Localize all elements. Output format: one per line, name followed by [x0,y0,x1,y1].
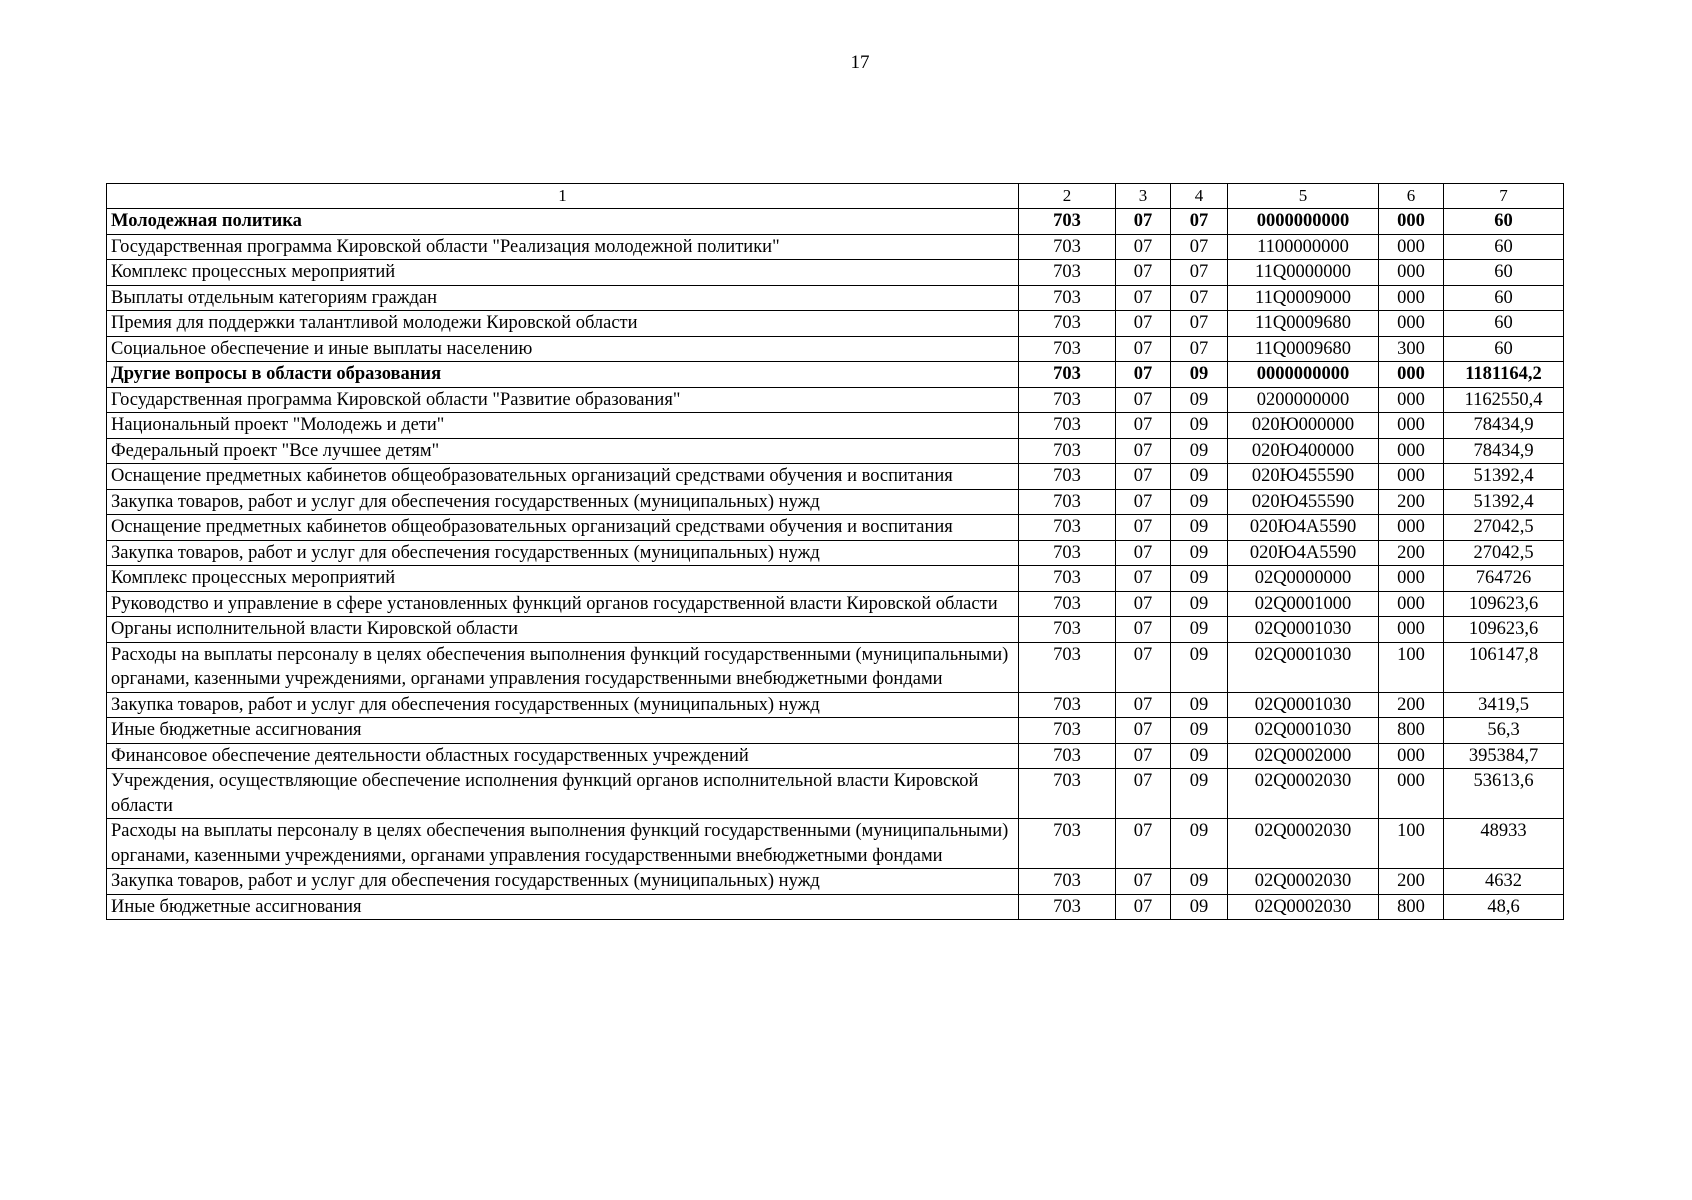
cell-col-6: 000 [1379,209,1444,235]
cell-col-3: 07 [1116,489,1171,515]
cell-col-4: 09 [1171,617,1228,643]
cell-col-3: 07 [1116,362,1171,388]
cell-name: Государственная программа Кировской области "Реализация молодежной политики" [107,234,1019,260]
table-row [107,743,1564,769]
cell-col-3: 07 [1116,819,1171,869]
table-row [107,894,1564,920]
cell-col-2: 703 [1019,285,1116,311]
cell-col-5: 02Q0000000 [1228,566,1379,592]
cell-amount: 60 [1444,234,1564,260]
cell-col-4: 09 [1171,718,1228,744]
cell-col-4: 09 [1171,769,1228,819]
cell-col-4: 09 [1171,540,1228,566]
cell-col-6: 000 [1379,387,1444,413]
table-row [107,692,1564,718]
cell-col-2: 703 [1019,692,1116,718]
cell-col-6: 200 [1379,869,1444,895]
cell-col-4: 09 [1171,869,1228,895]
cell-col-5: 020Ю000000 [1228,413,1379,439]
cell-col-2: 703 [1019,869,1116,895]
cell-col-2: 703 [1019,819,1116,869]
cell-col-4: 09 [1171,413,1228,439]
cell-name: Учреждения, осуществляющие обеспечение исполнения функций органов исполнительной власти Кировской области [107,769,1019,819]
cell-col-4: 09 [1171,387,1228,413]
table-row [107,260,1564,286]
cell-name: Закупка товаров, работ и услуг для обеспечения государственных (муниципальных) нужд [107,489,1019,515]
cell-col-3: 07 [1116,642,1171,692]
cell-col-3: 07 [1116,540,1171,566]
cell-amount: 395384,7 [1444,743,1564,769]
cell-amount: 106147,8 [1444,642,1564,692]
cell-col-3: 07 [1116,336,1171,362]
cell-col-5: 020Ю4А5590 [1228,515,1379,541]
cell-name: Социальное обеспечение и иные выплаты населению [107,336,1019,362]
cell-col-2: 703 [1019,336,1116,362]
cell-name: Молодежная политика [107,209,1019,235]
cell-name: Другие вопросы в области образования [107,362,1019,388]
cell-col-3: 07 [1116,894,1171,920]
cell-col-2: 703 [1019,464,1116,490]
cell-name: Федеральный проект "Все лучшее детям" [107,438,1019,464]
cell-col-2: 703 [1019,769,1116,819]
cell-col-3: 07 [1116,311,1171,337]
cell-col-4: 09 [1171,515,1228,541]
cell-amount: 4632 [1444,869,1564,895]
cell-amount: 27042,5 [1444,515,1564,541]
cell-col-6: 000 [1379,285,1444,311]
cell-amount: 56,3 [1444,718,1564,744]
table-row [107,234,1564,260]
cell-col-5: 02Q0001030 [1228,642,1379,692]
cell-col-3: 07 [1116,591,1171,617]
cell-name: Иные бюджетные ассигнования [107,894,1019,920]
cell-col-4: 09 [1171,894,1228,920]
table-row [107,540,1564,566]
table-row [107,362,1564,388]
cell-col-6: 000 [1379,769,1444,819]
cell-col-2: 703 [1019,234,1116,260]
cell-col-3: 07 [1116,464,1171,490]
table-row [107,438,1564,464]
cell-name: Выплаты отдельным категориям граждан [107,285,1019,311]
cell-amount: 78434,9 [1444,413,1564,439]
cell-col-6: 200 [1379,692,1444,718]
cell-name: Расходы на выплаты персоналу в целях обеспечения выполнения функций государственными (муниципальными) органами, казенными учреждениями, органами управления государственными внебюджетными фондами [107,642,1019,692]
table-row [107,819,1564,869]
cell-name: Закупка товаров, работ и услуг для обеспечения государственных (муниципальных) нужд [107,692,1019,718]
cell-col-5: 020Ю400000 [1228,438,1379,464]
cell-col-3: 07 [1116,285,1171,311]
cell-col-3: 07 [1116,692,1171,718]
header-col-3: 3 [1116,184,1171,209]
cell-col-3: 07 [1116,515,1171,541]
cell-col-4: 09 [1171,438,1228,464]
cell-col-6: 100 [1379,819,1444,869]
cell-amount: 60 [1444,311,1564,337]
cell-col-4: 09 [1171,566,1228,592]
cell-col-2: 703 [1019,209,1116,235]
cell-col-4: 09 [1171,692,1228,718]
cell-col-5: 02Q0002000 [1228,743,1379,769]
cell-col-5: 02Q0002030 [1228,894,1379,920]
cell-col-6: 100 [1379,642,1444,692]
cell-col-3: 07 [1116,413,1171,439]
cell-col-2: 703 [1019,718,1116,744]
cell-col-2: 703 [1019,387,1116,413]
cell-col-4: 09 [1171,362,1228,388]
budget-table-body [107,184,1564,920]
cell-col-5: 02Q0001000 [1228,591,1379,617]
cell-col-2: 703 [1019,642,1116,692]
cell-col-5: 02Q0002030 [1228,819,1379,869]
cell-amount: 60 [1444,336,1564,362]
cell-col-5: 020Ю4А5590 [1228,540,1379,566]
cell-col-6: 200 [1379,540,1444,566]
cell-col-6: 800 [1379,894,1444,920]
budget-table [106,183,1564,920]
cell-col-3: 07 [1116,209,1171,235]
cell-name: Оснащение предметных кабинетов общеобразовательных организаций средствами обучения и воспитания [107,464,1019,490]
cell-col-6: 800 [1379,718,1444,744]
cell-col-5: 11Q0009680 [1228,336,1379,362]
cell-col-2: 703 [1019,311,1116,337]
header-col-6: 6 [1379,184,1444,209]
cell-name: Закупка товаров, работ и услуг для обеспечения государственных (муниципальных) нужд [107,869,1019,895]
table-row [107,464,1564,490]
cell-col-4: 07 [1171,285,1228,311]
cell-col-4: 09 [1171,743,1228,769]
cell-col-2: 703 [1019,413,1116,439]
cell-col-2: 703 [1019,515,1116,541]
cell-col-3: 07 [1116,566,1171,592]
header-col-2: 2 [1019,184,1116,209]
cell-col-2: 703 [1019,260,1116,286]
cell-name: Финансовое обеспечение деятельности областных государственных учреждений [107,743,1019,769]
cell-col-5: 020Ю455590 [1228,464,1379,490]
header-col-1: 1 [107,184,1019,209]
cell-col-5: 11Q0009000 [1228,285,1379,311]
cell-name: Премия для поддержки талантливой молодежи Кировской области [107,311,1019,337]
cell-col-4: 07 [1171,209,1228,235]
table-row [107,413,1564,439]
cell-col-4: 09 [1171,464,1228,490]
cell-amount: 1181164,2 [1444,362,1564,388]
table-row [107,642,1564,692]
cell-col-3: 07 [1116,234,1171,260]
cell-col-5: 11Q0009680 [1228,311,1379,337]
cell-col-6: 300 [1379,336,1444,362]
cell-col-2: 703 [1019,540,1116,566]
cell-name: Государственная программа Кировской области "Развитие образования" [107,387,1019,413]
table-row [107,209,1564,235]
cell-col-6: 000 [1379,234,1444,260]
cell-amount: 60 [1444,285,1564,311]
cell-col-3: 07 [1116,869,1171,895]
cell-col-5: 11Q0000000 [1228,260,1379,286]
cell-amount: 60 [1444,209,1564,235]
cell-col-3: 07 [1116,743,1171,769]
cell-amount: 53613,6 [1444,769,1564,819]
cell-col-2: 703 [1019,362,1116,388]
cell-col-6: 000 [1379,464,1444,490]
cell-col-5: 02Q0002030 [1228,869,1379,895]
cell-col-2: 703 [1019,894,1116,920]
cell-amount: 48933 [1444,819,1564,869]
cell-amount: 764726 [1444,566,1564,592]
cell-col-3: 07 [1116,438,1171,464]
table-row [107,515,1564,541]
table-row [107,285,1564,311]
cell-col-6: 000 [1379,617,1444,643]
cell-col-6: 000 [1379,362,1444,388]
cell-name: Комплекс процессных мероприятий [107,566,1019,592]
cell-col-3: 07 [1116,617,1171,643]
cell-col-4: 07 [1171,234,1228,260]
cell-col-5: 02Q0001030 [1228,617,1379,643]
cell-col-5: 1100000000 [1228,234,1379,260]
cell-name: Органы исполнительной власти Кировской области [107,617,1019,643]
table-row [107,869,1564,895]
table-row [107,489,1564,515]
cell-amount: 27042,5 [1444,540,1564,566]
table-row [107,336,1564,362]
cell-col-4: 07 [1171,336,1228,362]
cell-amount: 3419,5 [1444,692,1564,718]
page-number: 17 [850,52,870,73]
cell-col-6: 000 [1379,591,1444,617]
cell-col-2: 703 [1019,591,1116,617]
cell-name: Руководство и управление в сфере установленных функций органов государственной власти Кировской области [107,591,1019,617]
cell-amount: 1162550,4 [1444,387,1564,413]
table-row [107,769,1564,819]
table-row [107,566,1564,592]
cell-col-5: 0000000000 [1228,362,1379,388]
cell-amount: 109623,6 [1444,591,1564,617]
table-header-row [107,184,1564,209]
table-row [107,591,1564,617]
cell-col-6: 000 [1379,413,1444,439]
budget-table-container [106,183,1564,920]
cell-col-6: 000 [1379,311,1444,337]
cell-col-6: 000 [1379,438,1444,464]
cell-col-2: 703 [1019,743,1116,769]
cell-col-6: 200 [1379,489,1444,515]
cell-name: Иные бюджетные ассигнования [107,718,1019,744]
cell-col-2: 703 [1019,438,1116,464]
cell-col-5: 0200000000 [1228,387,1379,413]
cell-col-5: 0000000000 [1228,209,1379,235]
cell-col-5: 02Q0001030 [1228,692,1379,718]
cell-amount: 48,6 [1444,894,1564,920]
table-row [107,311,1564,337]
cell-col-6: 000 [1379,743,1444,769]
cell-col-4: 07 [1171,260,1228,286]
cell-amount: 78434,9 [1444,438,1564,464]
table-row [107,387,1564,413]
cell-col-2: 703 [1019,489,1116,515]
cell-col-5: 02Q0002030 [1228,769,1379,819]
cell-col-5: 020Ю455590 [1228,489,1379,515]
header-col-5: 5 [1228,184,1379,209]
cell-col-6: 000 [1379,566,1444,592]
header-col-7: 7 [1444,184,1564,209]
cell-col-4: 09 [1171,819,1228,869]
table-row [107,617,1564,643]
cell-name: Расходы на выплаты персоналу в целях обеспечения выполнения функций государственными (муниципальными) органами, казенными учреждениями, органами управления государственными внебюджетными фондами [107,819,1019,869]
cell-col-3: 07 [1116,387,1171,413]
header-col-4: 4 [1171,184,1228,209]
cell-amount: 51392,4 [1444,464,1564,490]
cell-name: Национальный проект "Молодежь и дети" [107,413,1019,439]
cell-name: Закупка товаров, работ и услуг для обеспечения государственных (муниципальных) нужд [107,540,1019,566]
cell-col-6: 000 [1379,260,1444,286]
cell-col-5: 02Q0001030 [1228,718,1379,744]
cell-amount: 51392,4 [1444,489,1564,515]
cell-name: Оснащение предметных кабинетов общеобразовательных организаций средствами обучения и воспитания [107,515,1019,541]
cell-amount: 60 [1444,260,1564,286]
cell-col-3: 07 [1116,769,1171,819]
cell-col-3: 07 [1116,260,1171,286]
cell-col-6: 000 [1379,515,1444,541]
cell-col-2: 703 [1019,566,1116,592]
cell-col-4: 09 [1171,489,1228,515]
table-row [107,718,1564,744]
cell-amount: 109623,6 [1444,617,1564,643]
cell-col-4: 07 [1171,311,1228,337]
cell-col-4: 09 [1171,591,1228,617]
cell-col-3: 07 [1116,718,1171,744]
cell-name: Комплекс процессных мероприятий [107,260,1019,286]
cell-col-4: 09 [1171,642,1228,692]
cell-col-2: 703 [1019,617,1116,643]
